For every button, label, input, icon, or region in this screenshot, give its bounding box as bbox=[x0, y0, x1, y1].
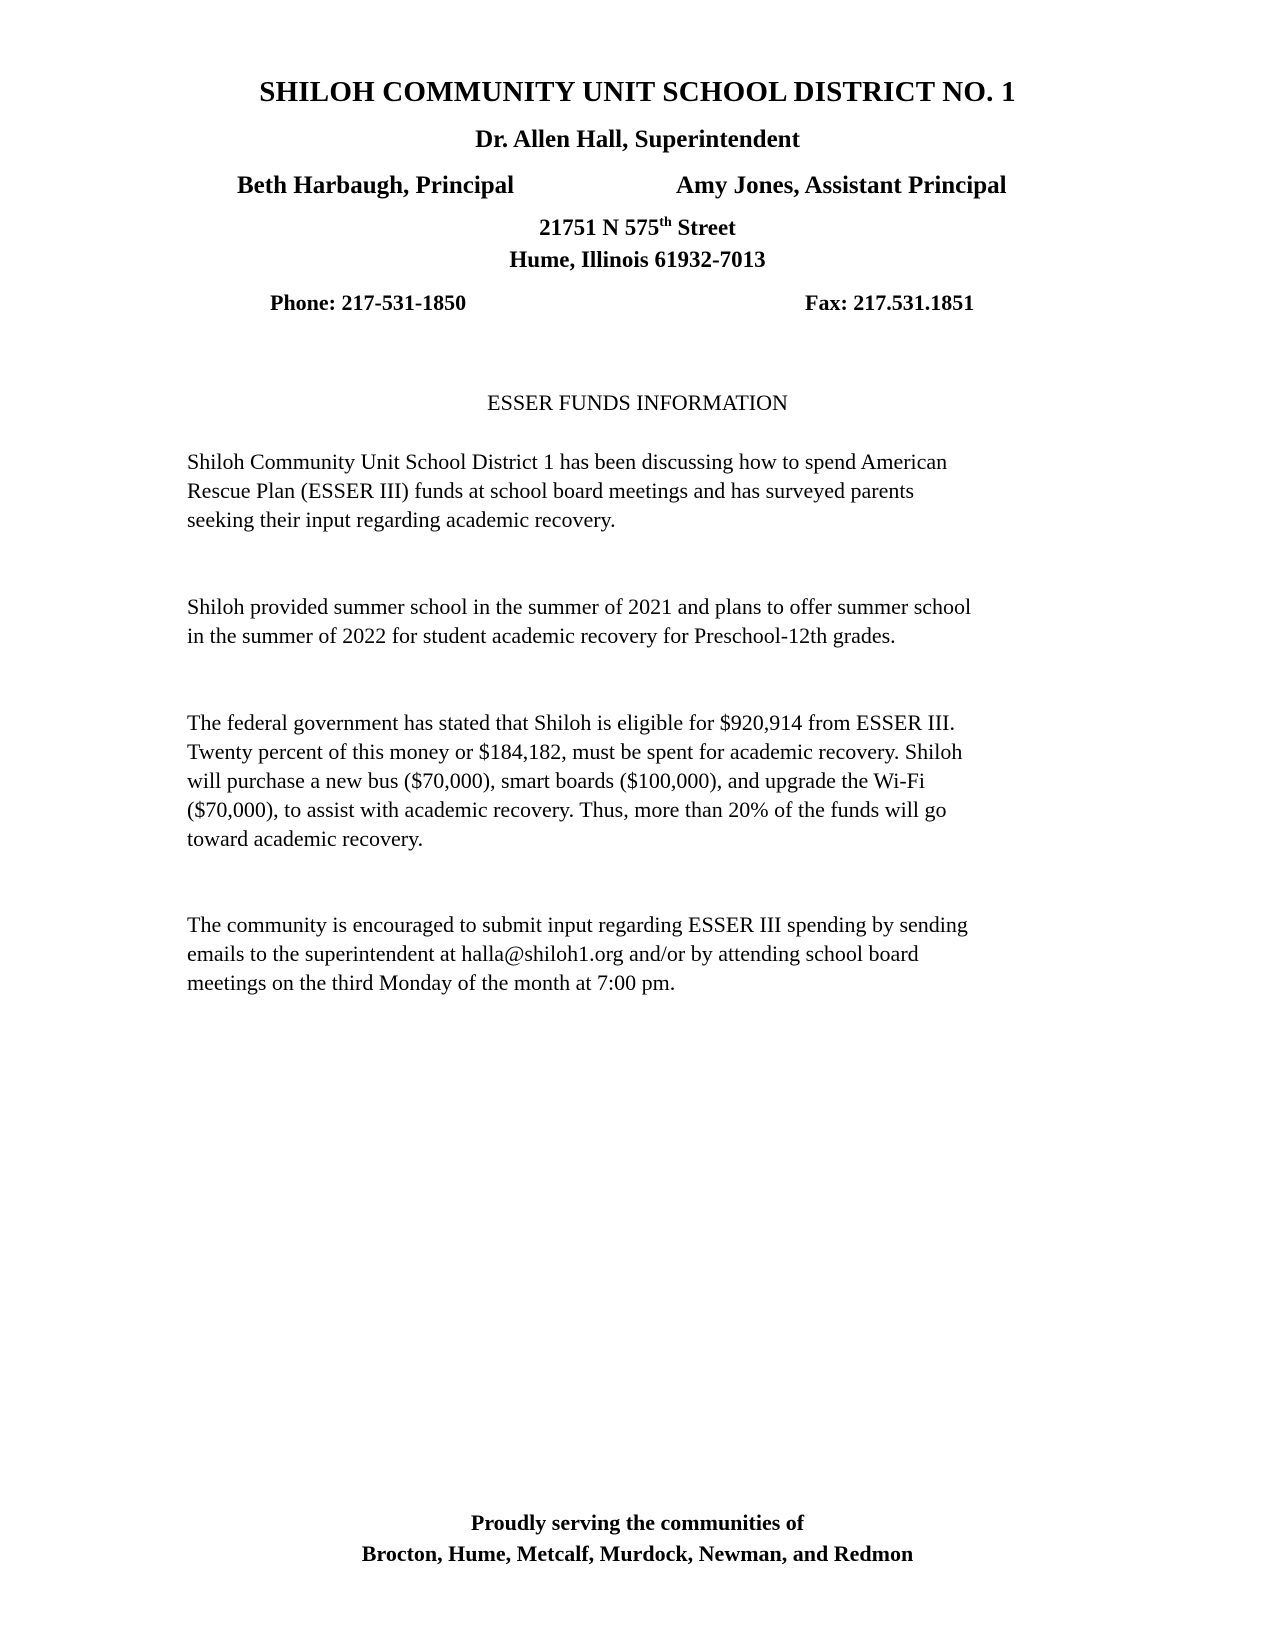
street-address bbox=[0, 215, 1275, 241]
paragraph-line: seeking their input regarding academic recovery. bbox=[187, 507, 616, 532]
footer-tagline: Proudly serving the communities of bbox=[470, 1510, 805, 1535]
assistant-principal-name: Amy Jones, Assistant Principal bbox=[676, 172, 1007, 199]
paragraph-board-discussion bbox=[187, 447, 1082, 534]
footer-communities: Brocton, Hume, Metcalf, Murdock, Newman, and Redmon bbox=[361, 1541, 914, 1566]
paragraph-line: emails to the superintendent at halla@shiloh1.org and/or by attending school board bbox=[187, 941, 919, 966]
fax-number: Fax: 217.531.1851 bbox=[805, 290, 975, 315]
paragraph-line: The federal government has stated that Shiloh is eligible for $920,914 from ESSER III. bbox=[187, 710, 956, 735]
paragraph-line: Shiloh provided summer school in the summer of 2021 and plans to offer summer school bbox=[187, 594, 972, 619]
paragraph-community-input bbox=[187, 910, 1082, 997]
paragraph-summer-school bbox=[187, 592, 1082, 650]
phone-number: Phone: 217-531-1850 bbox=[270, 290, 467, 315]
paragraph-line: in the summer of 2022 for student academic recovery for Preschool-12th grades. bbox=[187, 623, 896, 648]
paragraph-line: Shiloh Community Unit School District 1 has been discussing how to spend American bbox=[187, 449, 948, 474]
street-name: Street bbox=[671, 215, 736, 240]
paragraph-line: will purchase a new bus ($70,000), smart boards ($100,000), and upgrade the Wi-Fi bbox=[187, 768, 925, 793]
city-state-zip: Hume, Illinois 61932-7013 bbox=[509, 247, 766, 272]
paragraph-line: Twenty percent of this money or $184,182, must be spent for academic recovery. Shiloh bbox=[187, 739, 963, 764]
principal-name: Beth Harbaugh, Principal bbox=[237, 172, 515, 199]
paragraph-line: meetings on the third Monday of the month at 7:00 pm. bbox=[187, 970, 676, 995]
paragraph-funding bbox=[187, 708, 1082, 853]
street-number-suffix: th bbox=[659, 215, 672, 230]
paragraph-line: toward academic recovery. bbox=[187, 826, 424, 851]
superintendent-name: Dr. Allen Hall, Superintendent bbox=[475, 126, 800, 153]
paragraph-line: The community is encouraged to submit input regarding ESSER III spending by sending bbox=[187, 912, 968, 937]
street-number: 21751 N 575 bbox=[539, 215, 660, 240]
paragraph-line: Rescue Plan (ESSER III) funds at school board meetings and has surveyed parents bbox=[187, 478, 915, 503]
document-title: ESSER FUNDS INFORMATION bbox=[487, 390, 788, 415]
district-name: SHILOH COMMUNITY UNIT SCHOOL DISTRICT NO. 1 bbox=[259, 76, 1016, 108]
paragraph-line: ($70,000), to assist with academic recovery. Thus, more than 20% of the funds will go bbox=[187, 797, 947, 822]
